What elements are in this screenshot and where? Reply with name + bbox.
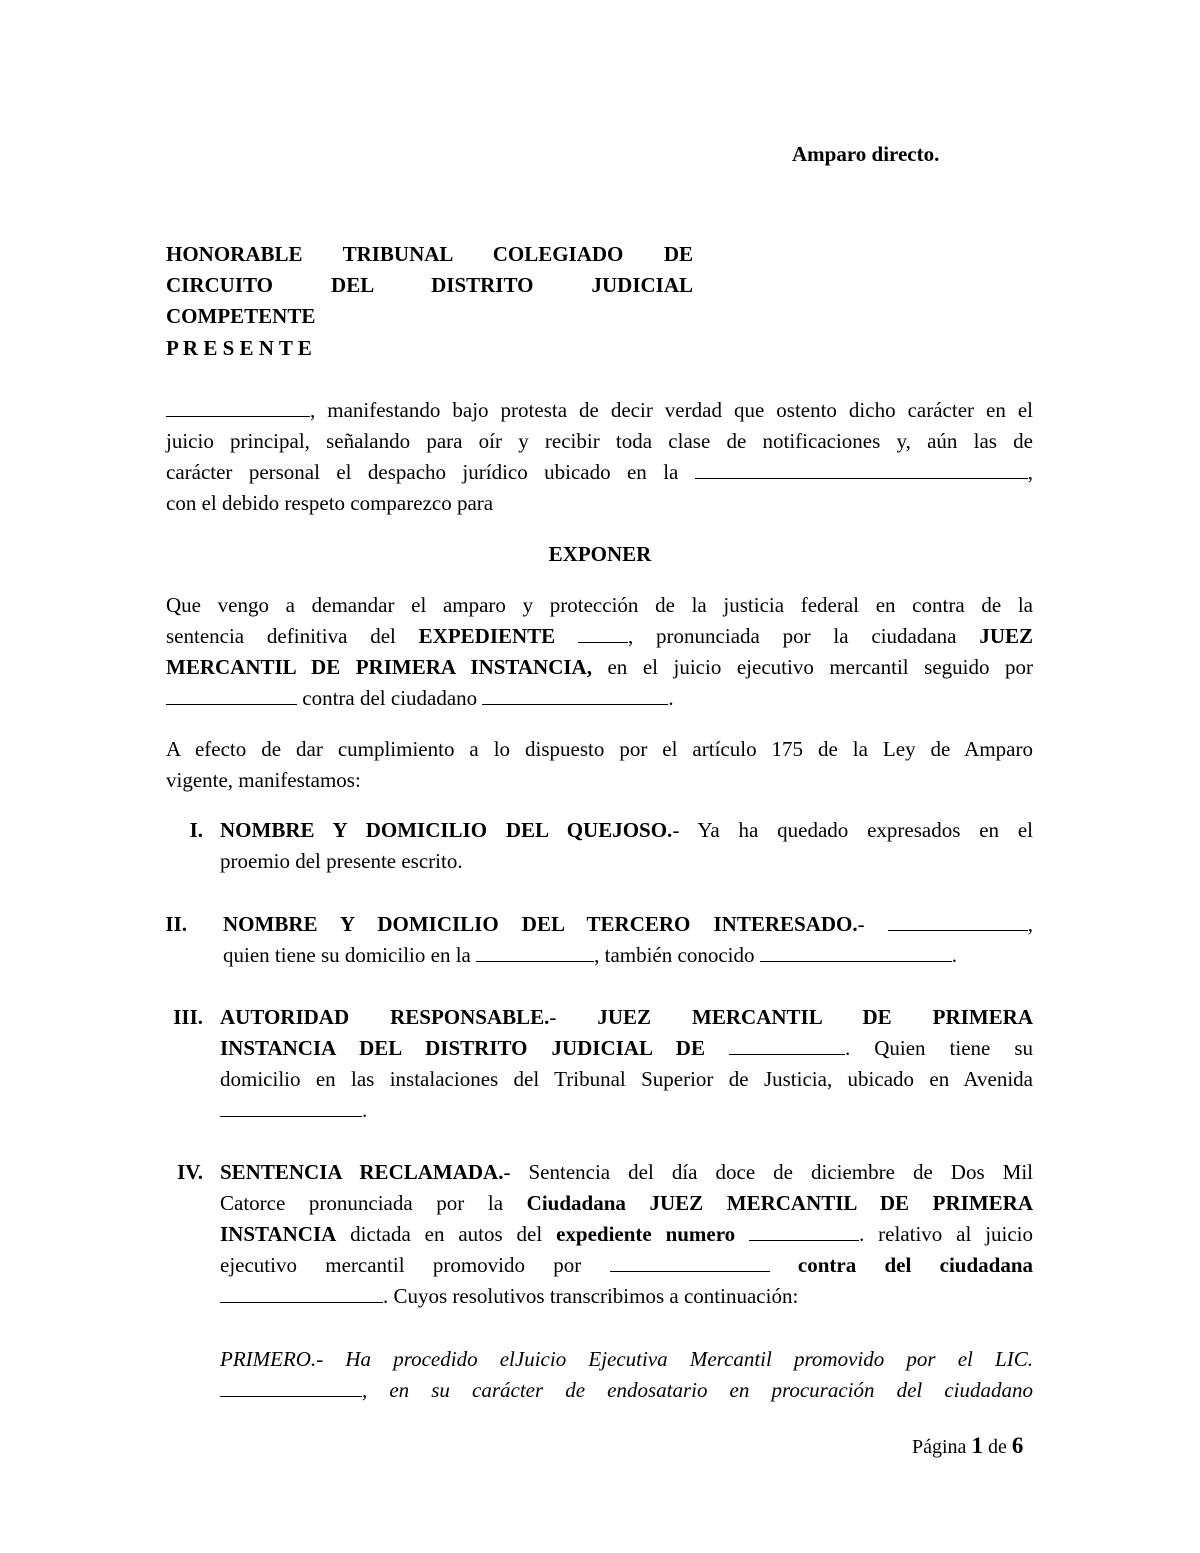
item-iv-line-5: . Cuyos resolutivos transcribimos a continuación:	[220, 1281, 798, 1312]
blank-field	[220, 1096, 362, 1117]
para1-line-4: contra del ciudadano .	[166, 683, 674, 714]
blank-field	[476, 941, 594, 962]
addressee-line-1: HONORABLE TRIBUNAL COLEGIADO DE	[166, 242, 693, 266]
item-i-line-2: proemio del presente escrito.	[220, 849, 463, 873]
resolutivo-line-2: , en su carácter de endosatario en procuración del ciudadano	[220, 1375, 1033, 1406]
item-iii-line-4: .	[220, 1095, 367, 1126]
blank-field	[610, 1251, 770, 1272]
para1-line-3: MERCANTIL DE PRIMERA INSTANCIA, en el juicio ejecutivo mercantil seguido por	[166, 655, 1033, 679]
para1-line-2: sentencia definitiva del EXPEDIENTE , pronunciada por la ciudadana JUEZ	[166, 624, 1033, 648]
item-i-line-1: NOMBRE Y DOMICILIO DEL QUEJOSO.- Ya ha quedado expresados en el	[220, 818, 1033, 842]
intro-line-3: carácter personal el despacho jurídico ubicado en la ,	[166, 460, 1033, 484]
addressee-line-3: COMPETENTE	[166, 304, 316, 328]
page-number-footer: Página 1 de 6	[912, 1433, 1024, 1458]
item-iii-line-3: domicilio en las instalaciones del Tribunal Superior de Justicia, ubicado en Avenida	[220, 1067, 1033, 1091]
blank-field	[760, 941, 952, 962]
item-ii-line-1: NOMBRE Y DOMICILIO DEL TERCERO INTERESADO.- ,	[223, 912, 1033, 936]
item-iv-line-4: ejecutivo mercantil promovido por contra del ciudadana	[220, 1253, 1033, 1277]
item-ii-line-2: quien tiene su domicilio en la , también conocido .	[223, 943, 957, 967]
blank-field	[695, 458, 1028, 479]
blank-field	[749, 1220, 859, 1241]
item-number-iv: IV.	[177, 1160, 203, 1184]
blank-field	[166, 684, 297, 705]
item-iii-line-2: INSTANCIA DEL DISTRITO JUDICIAL DE . Quien tiene su	[220, 1036, 1034, 1060]
item-number-iii: III.	[173, 1005, 203, 1029]
item-number-i: I.	[189, 818, 203, 842]
blank-field	[729, 1034, 845, 1055]
blank-field	[482, 684, 668, 705]
para2-line-1: A efecto de dar cumplimiento a lo dispuesto por el artículo 175 de la Ley de Amparo	[166, 737, 1033, 761]
intro-line-2: juicio principal, señalando para oír y recibir toda clase de notificaciones y, aún las de	[166, 429, 1033, 453]
resolutivo-line-1: PRIMERO.- Ha procedido elJuicio Ejecutiva Mercantil promovido por el LIC.	[220, 1347, 1033, 1371]
blank-field	[220, 1282, 383, 1303]
intro-line-4: con el debido respeto comparezco para	[166, 491, 494, 515]
blank-field	[166, 396, 310, 417]
item-iii-line-1: AUTORIDAD RESPONSABLE.- JUEZ MERCANTIL DE PRIMERA	[220, 1005, 1033, 1029]
addressee-line-2: CIRCUITO DEL DISTRITO JUDICIAL	[166, 273, 693, 297]
blank-field	[220, 1376, 362, 1397]
item-iv-line-3: INSTANCIA dictada en autos del expediente numero . relativo al juicio	[220, 1222, 1034, 1246]
addressee-line-4: P R E S E N T E	[166, 336, 312, 360]
intro-line-1: , manifestando bajo protesta de decir verdad que ostento dicho carácter en el	[166, 395, 1033, 426]
para2-line-2: vigente, manifestamos:	[166, 768, 361, 792]
section-heading-exponer: EXPONER	[548, 542, 652, 566]
item-number-ii: II.	[165, 912, 187, 936]
para1-line-1: Que vengo a demandar el amparo y protección de la justicia federal en contra de la	[166, 593, 1033, 617]
blank-field	[888, 910, 1028, 931]
blank-field	[578, 622, 628, 643]
item-iv-line-2: Catorce pronunciada por la Ciudadana JUEZ MERCANTIL DE PRIMERA	[220, 1191, 1033, 1215]
item-iv-line-1: SENTENCIA RECLAMADA.- Sentencia del día doce de diciembre de Dos Mil	[220, 1160, 1034, 1184]
document-type: Amparo directo.	[792, 142, 940, 166]
